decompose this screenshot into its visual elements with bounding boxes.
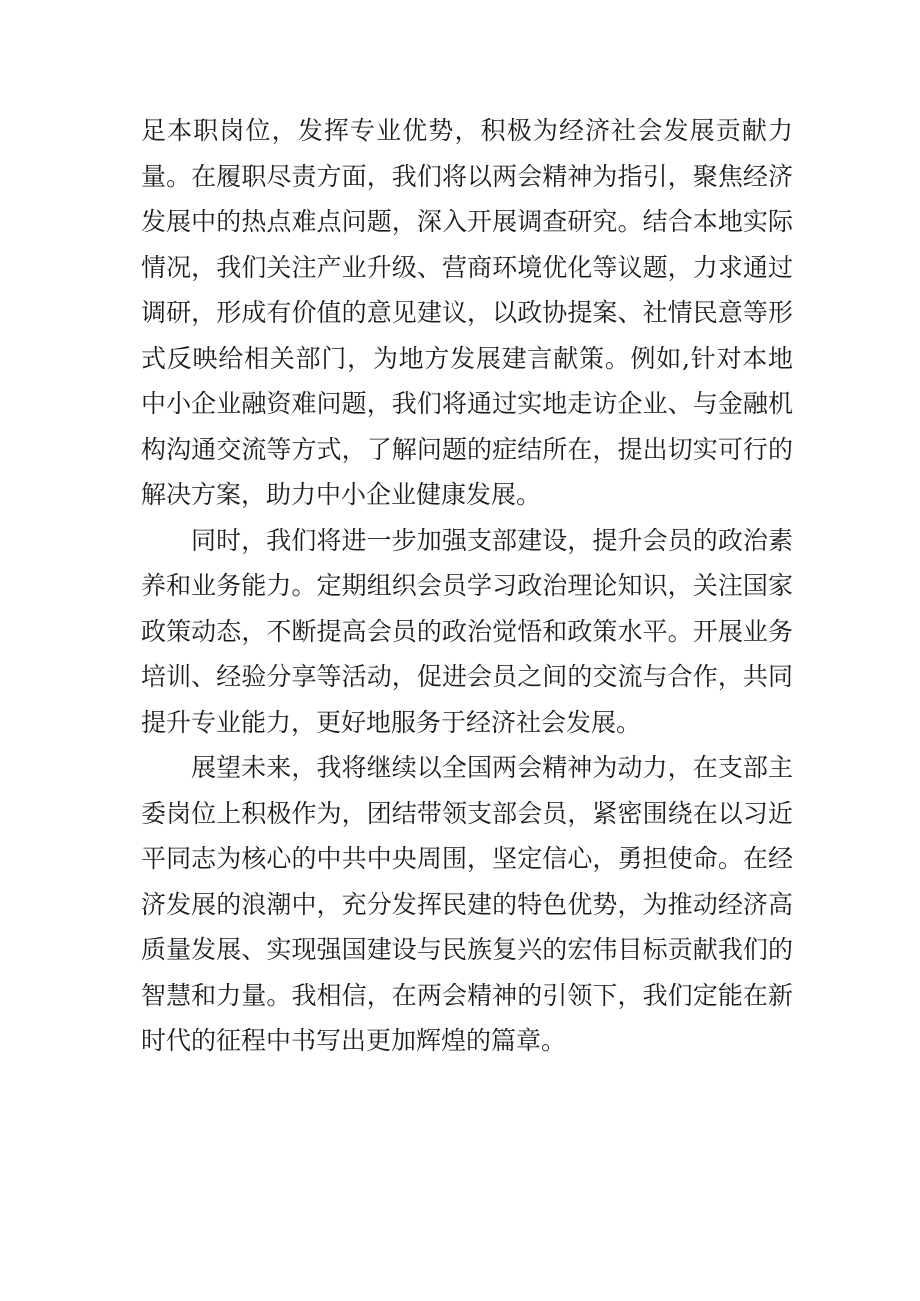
paragraph-outlook: 展望未来，我将继续以全国两会精神为动力，在支部主委岗位上积极作为，团结带领支部会员，紧密围绕在以习近平同志为核心的中共中央周围，坚定信心，勇担使命。在经济发展的浪潮中，充分发挥民建的特色优势，为推动经济高质量发展、实现强国建设与民族复兴的宏伟目标贡献我们的智慧和力量。我相信，在两会精神的引领下，我们定能在新时代的征程中书写出更加辉煌的篇章。 xyxy=(141,753,793,1055)
paragraph-continuation: 足本职岗位，发挥专业优势，积极为经济社会发展贡献力量。在履职尽责方面，我们将以两会精神为指引，聚焦经济发展中的热点难点问题，深入开展调查研究。结合本地实际情况，我们关注产业升级、营商环境优化等议题，力求通过调研，形成有价值的意见建议，以政协提案、社情民意等形式反映给相关部门，为地方发展建言献策。例如,针对本地中小企业融资难问题，我们将通过实地走访企业、与金融机构沟通交流等方式，了解问题的症结所在，提出切实可行的解决方案，助力中小企业健康发展。 xyxy=(141,116,793,509)
document-body xyxy=(141,108,793,1064)
paragraph-branch-building: 同时，我们将进一步加强支部建设，提升会员的政治素养和业务能力。定期组织会员学习政治理论知识，关注国家政策动态，不断提高会员的政治觉悟和政策水平。开展业务培训、经验分享等活动，促进会员之间的交流与合作，共同提升专业能力，更好地服务于经济社会发展。 xyxy=(141,525,793,737)
